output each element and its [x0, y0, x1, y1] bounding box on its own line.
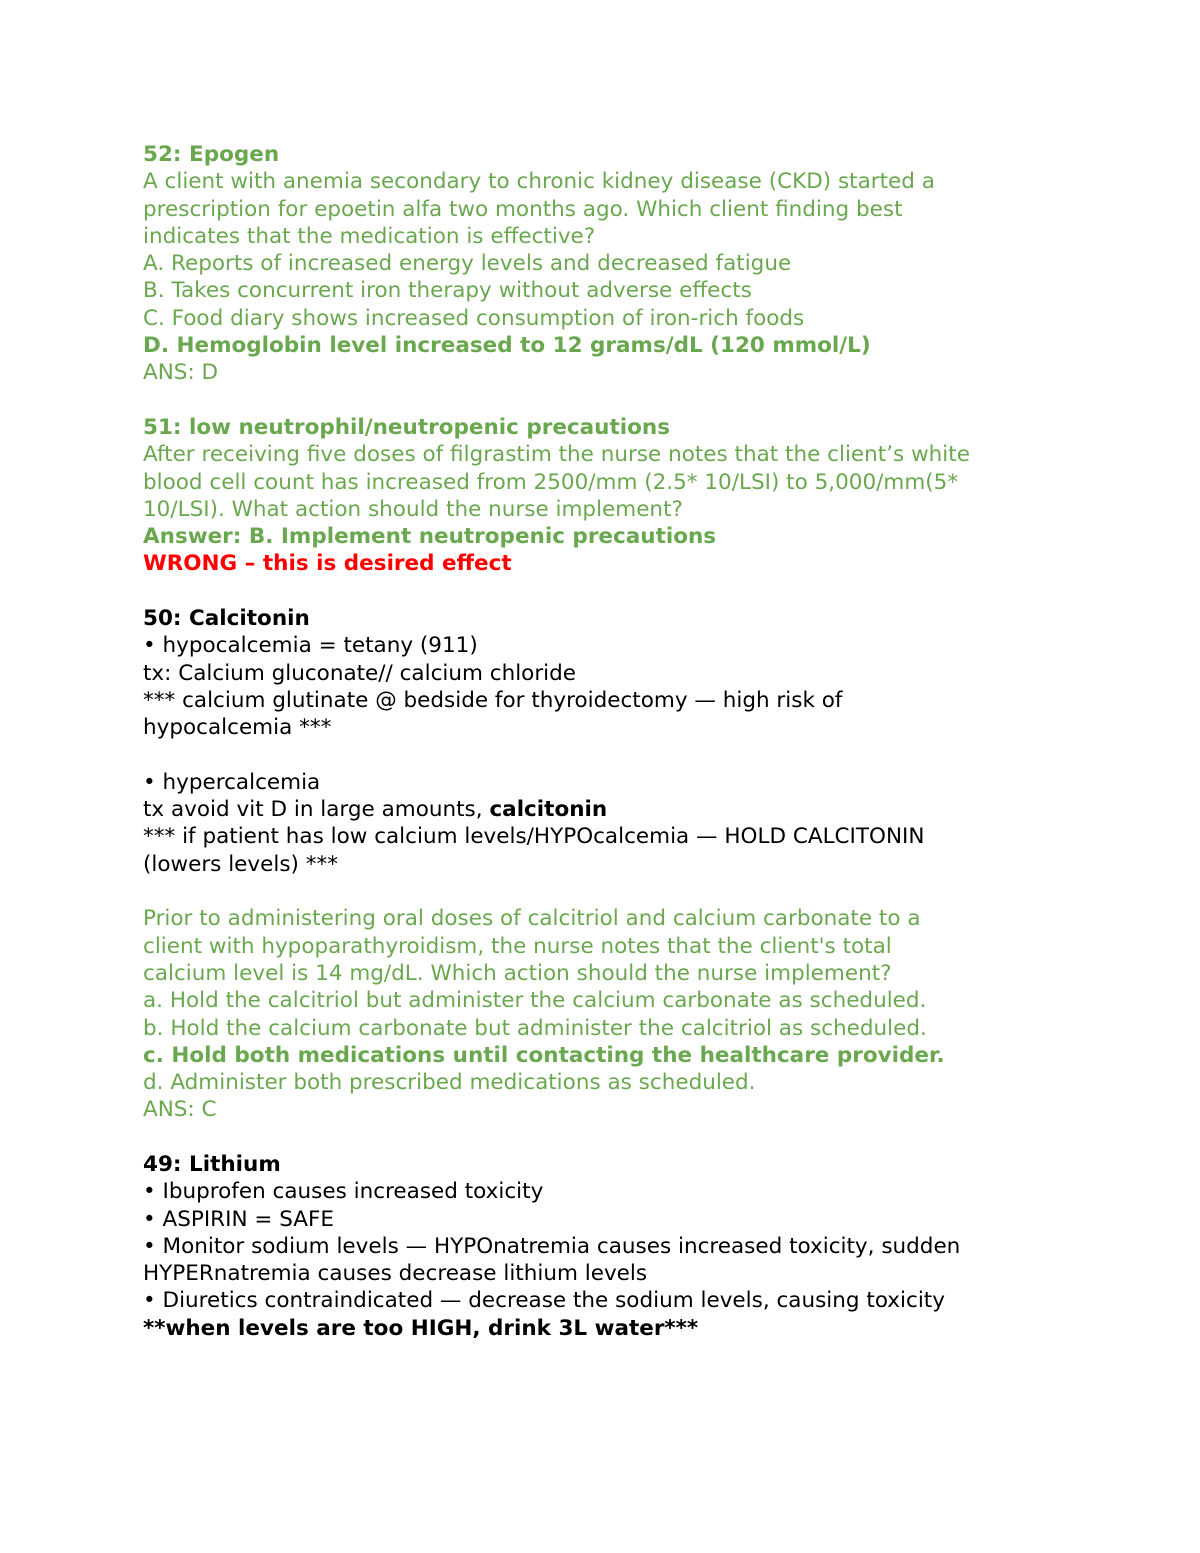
spacer — [143, 878, 1103, 905]
calcium-question-stem-line: client with hypoparathyroidism, the nurse notes that the client's total — [143, 933, 892, 959]
question-51-stem-line: After receiving five doses of filgrastim the nurse notes that the client’s white — [143, 442, 970, 468]
question-51-stem-line: 10/LSI). What action should the nurse implement? — [143, 496, 683, 522]
question-52-option-a: A. Reports of increased energy levels and decreased fatigue — [143, 251, 792, 277]
lithium-bullet: • ASPIRIN = SAFE — [143, 1206, 334, 1232]
hypocalcemia-treatment: tx: Calcium gluconate// calcium chloride — [143, 660, 577, 686]
hypercalcemia-bullet: • hypercalcemia — [143, 769, 321, 795]
question-51-correction: WRONG – this is desired effect — [143, 551, 512, 577]
hypercalcemia-note-line: (lowers levels) *** — [143, 851, 339, 877]
spacer — [143, 387, 1103, 414]
question-52 — [143, 141, 1103, 387]
calcium-question-option-a: a. Hold the calcitriol but administer the calcium carbonate as scheduled. — [143, 988, 927, 1014]
question-52-title: 52: Epogen — [143, 142, 280, 167]
lithium-bullet: • Diuretics contraindicated — decrease the sodium levels, causing toxicity — [143, 1288, 945, 1314]
question-52-stem-line: A client with anemia secondary to chronic kidney disease (CKD) started a — [143, 169, 935, 195]
hypercalcemia-note-line: *** if patient has low calcium levels/HYPOcalcemia — HOLD CALCITONIN — [143, 824, 925, 850]
question-52-option-b: B. Takes concurrent iron therapy without adverse effects — [143, 278, 752, 304]
hypocalcemia-bullet: • hypocalcemia = tetany (911) — [143, 633, 478, 659]
lithium-bullet: • Monitor sodium levels — HYPOnatremia causes increased toxicity, sudden — [143, 1233, 961, 1259]
calcium-question-answer: ANS: C — [143, 1097, 217, 1123]
lithium-bullet: • Ibuprofen causes increased toxicity — [143, 1179, 544, 1205]
question-51-title: 51: low neutrophil/neutropenic precautions — [143, 414, 671, 440]
section-49-title: 49: Lithium — [143, 1151, 281, 1177]
calcitonin-emphasis: calcitonin — [489, 797, 608, 823]
section-50-title: 50: Calcitonin — [143, 606, 310, 632]
question-51-answer: Answer: B. Implement neutropenic precautions — [143, 524, 717, 550]
question-52-option-d: D. Hemoglobin level increased to 12 grams/dL (120 mmol/L) — [143, 333, 871, 359]
spacer — [143, 578, 1103, 605]
calcium-question-option-d: d. Administer both prescribed medications as scheduled. — [143, 1070, 756, 1096]
question-52-stem-line: prescription for epoetin alfa two months ago. Which client finding best — [143, 196, 903, 222]
question-51 — [143, 414, 1103, 578]
spacer — [143, 1124, 1103, 1151]
question-52-answer: ANS: D — [143, 360, 219, 386]
calcium-question-stem-line: calcium level is 14 mg/dL. Which action should the nurse implement? — [143, 960, 892, 986]
calcium-question-stem-line: Prior to administering oral doses of calcitriol and calcium carbonate to a — [143, 906, 921, 932]
hypocalcemia-note-line: hypocalcemia *** — [143, 715, 332, 741]
hypercalcemia-treatment-text: tx avoid vit D in large amounts, — [143, 797, 490, 823]
calcium-question-option-c: c. Hold both medications until contacting the healthcare provider. — [143, 1042, 945, 1068]
question-51-stem-line: blood cell count has increased from 2500/mm (2.5* 10/LSI) to 5,000/mm(5* — [143, 469, 959, 495]
section-49-lithium — [143, 1151, 1103, 1342]
lithium-bullet: HYPERnatremia causes decrease lithium levels — [143, 1261, 648, 1287]
lithium-water-note: **when levels are too HIGH, drink 3L water*** — [143, 1315, 699, 1341]
question-52-option-c: C. Food diary shows increased consumption of iron-rich foods — [143, 305, 805, 331]
spacer — [143, 742, 1103, 769]
question-52-stem-line: indicates that the medication is effective? — [143, 223, 596, 249]
document-body — [143, 141, 1103, 1342]
section-50-calcitonin — [143, 605, 1103, 1124]
hypercalcemia-treatment — [143, 796, 1103, 823]
calcium-question-option-b: b. Hold the calcium carbonate but administer the calcitriol as scheduled. — [143, 1015, 927, 1041]
hypocalcemia-note-line: *** calcium glutinate @ bedside for thyroidectomy — high risk of — [143, 687, 843, 713]
